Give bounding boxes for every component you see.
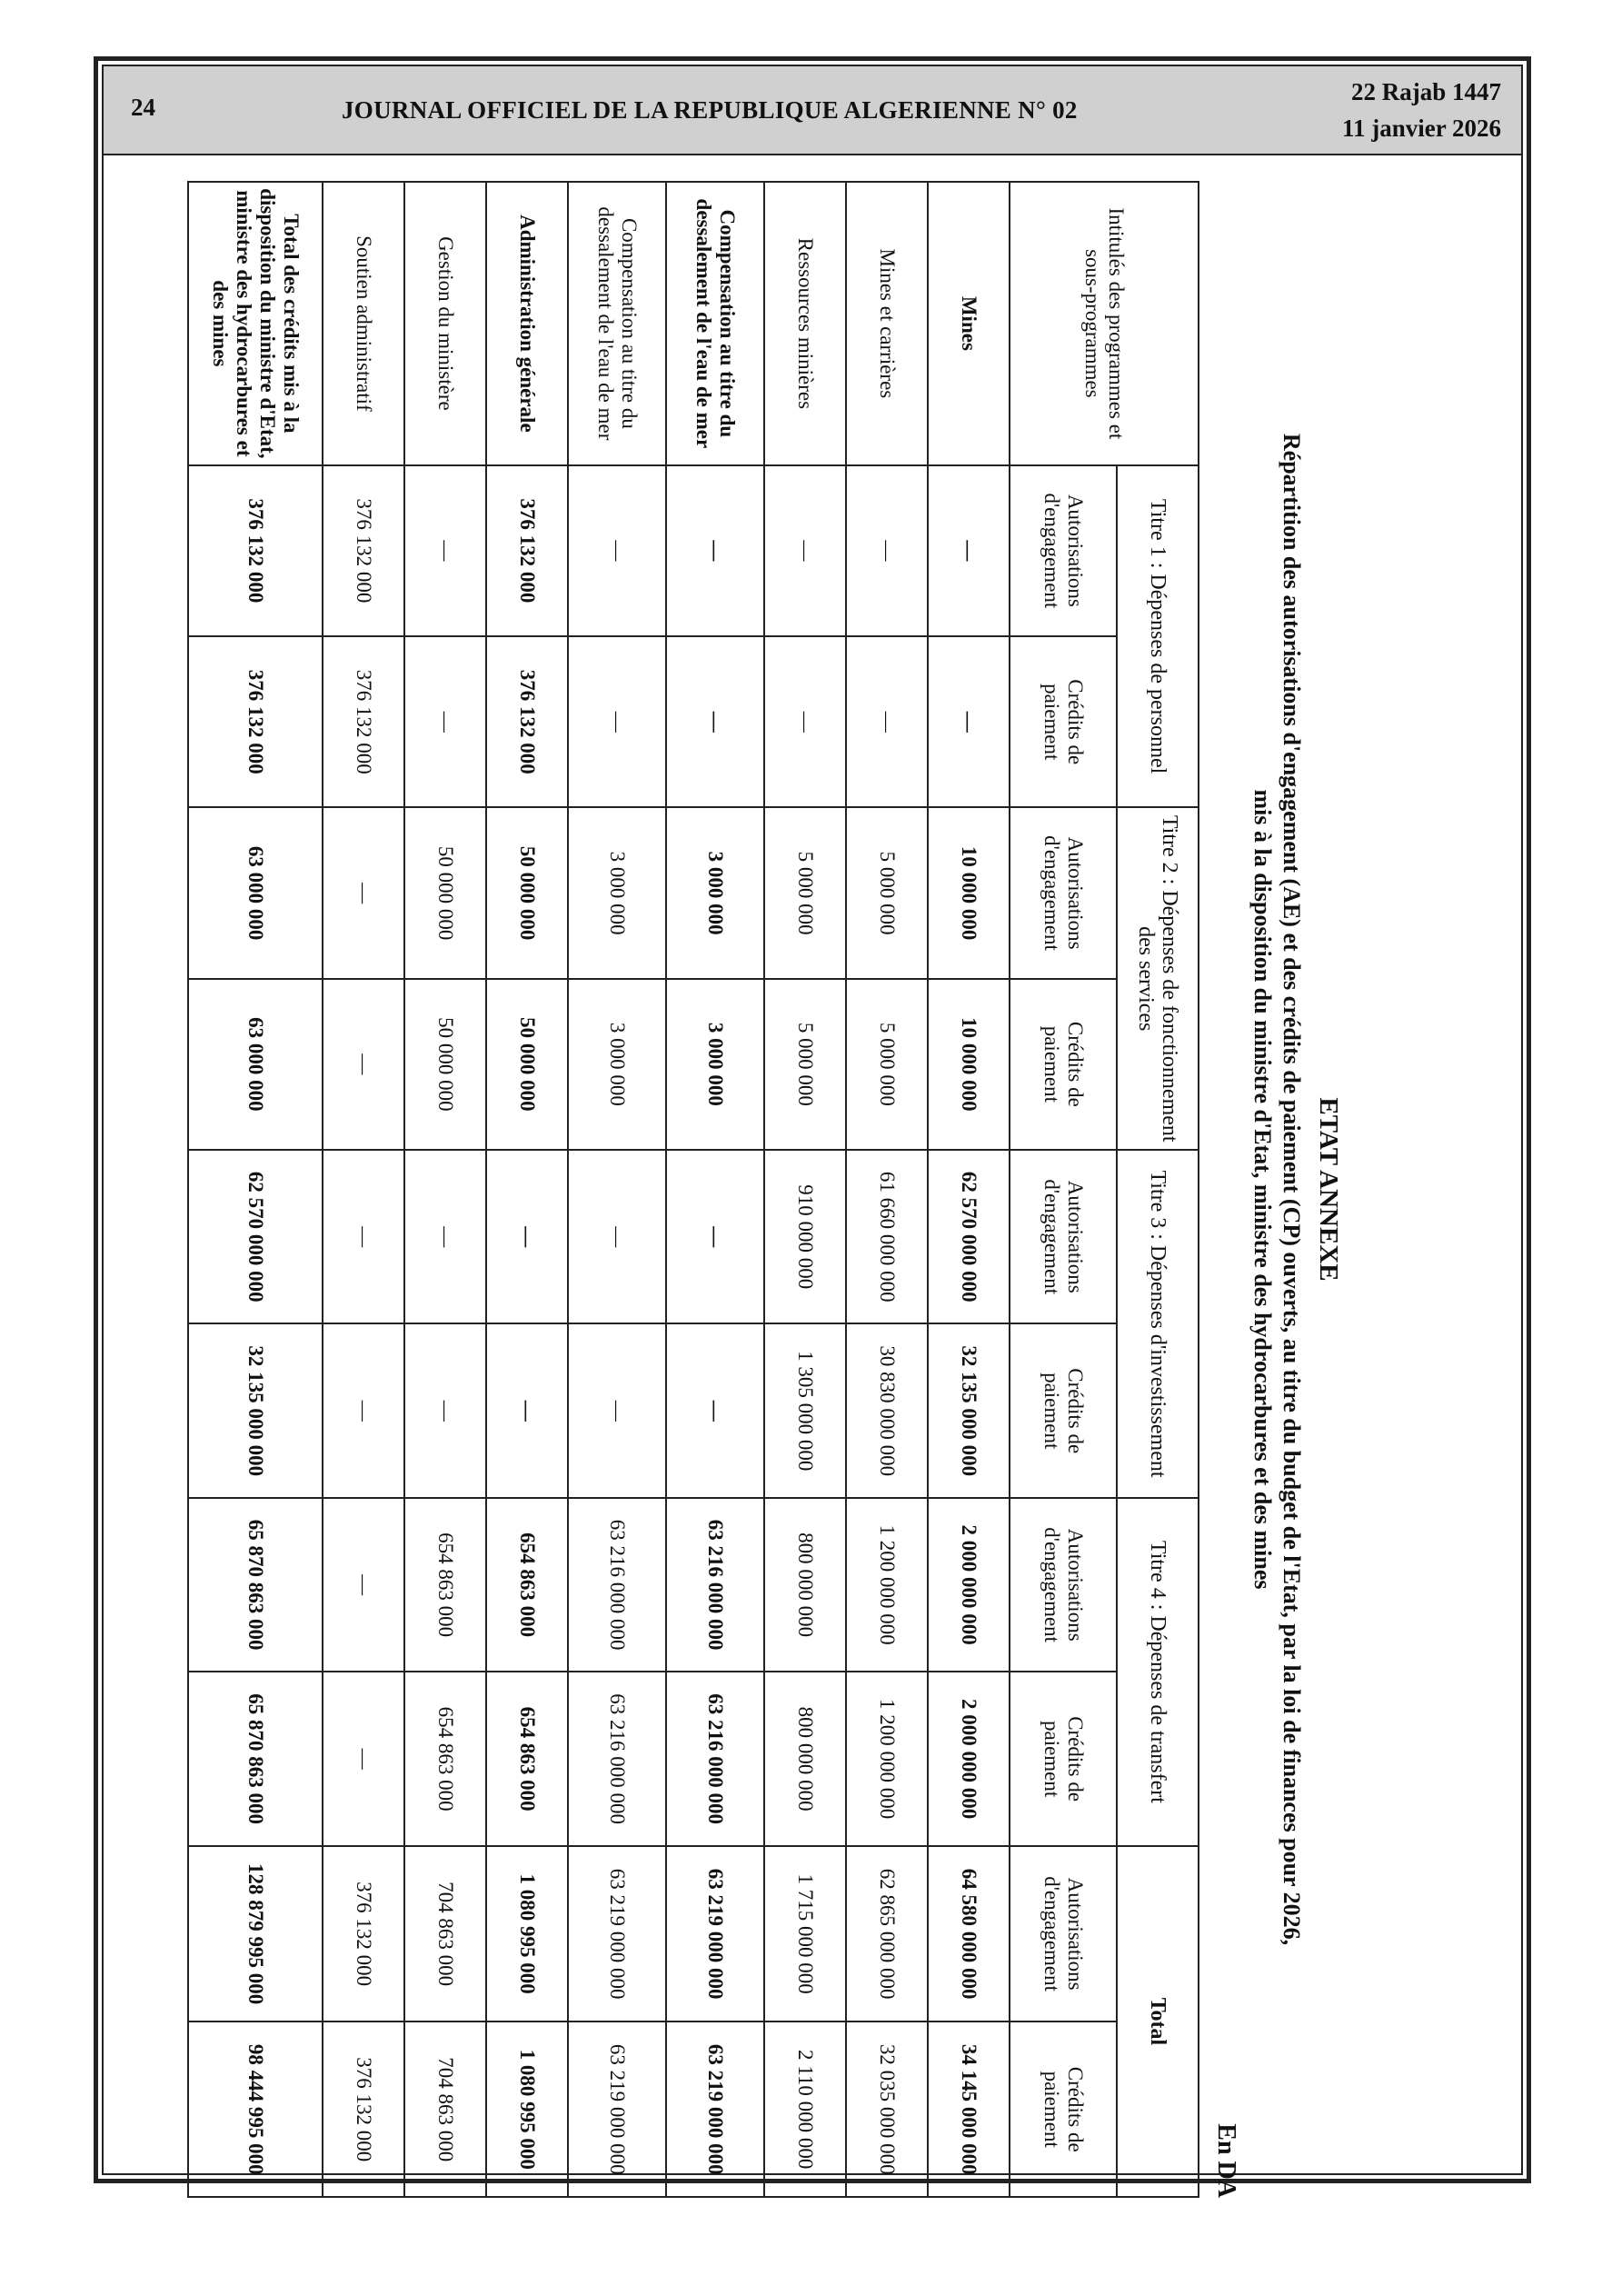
cell-value: — bbox=[666, 1150, 764, 1323]
cell-value: 376 132 000 bbox=[323, 1846, 404, 2022]
annex-subtitle-line2: mis à la disposition du ministre d'Etat, ministre des hydrocarbures et des mines bbox=[1249, 789, 1276, 1590]
cell-value: 10 000 000 bbox=[928, 979, 1010, 1150]
cell-value: 63 000 000 bbox=[188, 979, 323, 1150]
group-header-titre-1: Titre 1 : Dépenses de personnel bbox=[1117, 465, 1199, 808]
cell-value: 10 000 000 bbox=[928, 807, 1010, 978]
row-label: Compensation au titre du dessalement de l'eau de mer bbox=[666, 182, 764, 465]
cell-value: 63 000 000 bbox=[188, 807, 323, 978]
cell-value: — bbox=[323, 1498, 404, 1672]
budget-table bbox=[187, 181, 1199, 2198]
cell-value: 654 863 000 bbox=[404, 1498, 486, 1672]
page-number: 24 bbox=[131, 94, 155, 121]
cell-value: 50 000 000 bbox=[404, 979, 486, 1150]
cell-value: 376 132 000 bbox=[323, 636, 404, 807]
date-gregorian: 11 janvier 2026 bbox=[1342, 115, 1501, 142]
header-row-groups bbox=[1117, 182, 1199, 2197]
subheader-ae: Autorisations d'engagement bbox=[1010, 465, 1117, 636]
cell-value: 5 000 000 bbox=[764, 807, 846, 978]
cell-value: 62 570 000 000 bbox=[928, 1150, 1010, 1323]
group-header-titre-2: Titre 2 : Dépenses de fonctionnement des services bbox=[1117, 807, 1199, 1150]
cell-value: 50 000 000 bbox=[404, 807, 486, 978]
subheader-ae: Autorisations d'engagement bbox=[1010, 1846, 1117, 2022]
subheader-ae: Autorisations d'engagement bbox=[1010, 1498, 1117, 1672]
table-row bbox=[666, 182, 764, 2197]
cell-value: 63 219 000 000 bbox=[666, 2021, 764, 2197]
cell-value: 3 000 000 bbox=[568, 807, 666, 978]
table-row bbox=[323, 182, 404, 2197]
cell-value: 50 000 000 bbox=[486, 979, 568, 1150]
cell-value: — bbox=[846, 636, 928, 807]
cell-value: 1 200 000 000 bbox=[846, 1498, 928, 1672]
cell-value: 98 444 995 000 bbox=[188, 2021, 323, 2197]
cell-value: 32 135 000 000 bbox=[188, 1323, 323, 1497]
table-row bbox=[486, 182, 568, 2197]
cell-value: 1 080 995 000 bbox=[486, 2021, 568, 2197]
annex-title: ETAT ANNEXE bbox=[1314, 1097, 1343, 1282]
row-label: Ressources minières bbox=[764, 182, 846, 465]
cell-value: 63 216 000 000 bbox=[666, 1498, 764, 1672]
cell-value: 376 132 000 bbox=[486, 465, 568, 636]
header-row-subheaders bbox=[1010, 182, 1117, 2197]
cell-value: 5 000 000 bbox=[764, 979, 846, 1150]
journal-header bbox=[104, 66, 1521, 155]
cell-value: — bbox=[323, 1323, 404, 1497]
table-row bbox=[846, 182, 928, 2197]
cell-value: 704 863 000 bbox=[404, 1846, 486, 2022]
journal-title: JOURNAL OFFICIEL DE LA REPUBLIQUE ALGERIENNE N° 02 bbox=[342, 96, 1078, 124]
cell-value: 5 000 000 bbox=[846, 807, 928, 978]
cell-value: 65 870 863 000 bbox=[188, 1672, 323, 1845]
rotated-annex bbox=[209, 181, 1345, 2198]
issue-date bbox=[1342, 74, 1501, 146]
cell-value: 32 035 000 000 bbox=[846, 2021, 928, 2197]
cell-value: 800 000 000 bbox=[764, 1672, 846, 1845]
subheader-cp: Crédits de paiement bbox=[1010, 1323, 1117, 1497]
cell-value: 376 132 000 bbox=[323, 465, 404, 636]
cell-value: 1 305 000 000 bbox=[764, 1323, 846, 1497]
row-label: Gestion du ministère bbox=[404, 182, 486, 465]
subheader-cp: Crédits de paiement bbox=[1010, 979, 1117, 1150]
currency-unit: En DA bbox=[1212, 2123, 1240, 2198]
subheader-ae: Autorisations d'engagement bbox=[1010, 1150, 1117, 1323]
annex-subtitle-line1: Répartition des autorisations d'engagement (AE) et des crédits de paiement (CP) ouverts, au titre du budget de l'Etat, par la loi de finances pour 2026, bbox=[1279, 433, 1305, 1946]
cell-value: 62 570 000 000 bbox=[188, 1150, 323, 1323]
cell-value: — bbox=[568, 465, 666, 636]
table-row bbox=[928, 182, 1010, 2197]
cell-value: 63 219 000 000 bbox=[666, 1846, 764, 2022]
cell-value: 2 000 000 000 bbox=[928, 1672, 1010, 1845]
cell-value: — bbox=[486, 1150, 568, 1323]
cell-value: — bbox=[928, 465, 1010, 636]
cell-value: 2 110 000 000 bbox=[764, 2021, 846, 2197]
table-row bbox=[568, 182, 666, 2197]
cell-value: — bbox=[764, 465, 846, 636]
cell-value: 376 132 000 bbox=[188, 465, 323, 636]
table-row bbox=[404, 182, 486, 2197]
cell-value: 62 865 000 000 bbox=[846, 1846, 928, 2022]
cell-value: 654 863 000 bbox=[486, 1672, 568, 1845]
subheader-cp: Crédits de paiement bbox=[1010, 2021, 1117, 2197]
cell-value: — bbox=[568, 1323, 666, 1497]
cell-value: 65 870 863 000 bbox=[188, 1498, 323, 1672]
row-label: Mines et carrières bbox=[846, 182, 928, 465]
cell-value: — bbox=[323, 1150, 404, 1323]
cell-value: 63 216 000 000 bbox=[568, 1672, 666, 1845]
cell-value: — bbox=[404, 636, 486, 807]
cell-value: — bbox=[568, 636, 666, 807]
cell-value: 3 000 000 bbox=[568, 979, 666, 1150]
group-header-total: Total bbox=[1117, 1846, 1199, 2197]
cell-value: 63 219 000 000 bbox=[568, 2021, 666, 2197]
cell-value: 32 135 000 000 bbox=[928, 1323, 1010, 1497]
cell-value: 704 863 000 bbox=[404, 2021, 486, 2197]
row-label: Soutien administratif bbox=[323, 182, 404, 465]
cell-value: — bbox=[666, 636, 764, 807]
cell-value: 50 000 000 bbox=[486, 807, 568, 978]
table-row bbox=[764, 182, 846, 2197]
cell-value: 1 715 000 000 bbox=[764, 1846, 846, 2022]
cell-value: 63 216 000 000 bbox=[666, 1672, 764, 1845]
cell-value: 2 000 000 000 bbox=[928, 1498, 1010, 1672]
row-label: Mines bbox=[928, 182, 1010, 465]
cell-value: 654 863 000 bbox=[486, 1498, 568, 1672]
cell-value: 30 830 000 000 bbox=[846, 1323, 928, 1497]
table-row-total bbox=[188, 182, 323, 2197]
cell-value: 654 863 000 bbox=[404, 1672, 486, 1845]
cell-value: — bbox=[846, 465, 928, 636]
cell-value: — bbox=[666, 465, 764, 636]
cell-value: — bbox=[404, 1323, 486, 1497]
row-label: Compensation au titre du dessalement de l'eau de mer bbox=[568, 182, 666, 465]
cell-value: 128 879 995 000 bbox=[188, 1846, 323, 2022]
cell-value: 61 660 000 000 bbox=[846, 1150, 928, 1323]
cell-value: 34 145 000 000 bbox=[928, 2021, 1010, 2197]
subheader-ae: Autorisations d'engagement bbox=[1010, 807, 1117, 978]
cell-value: — bbox=[666, 1323, 764, 1497]
cell-value: 800 000 000 bbox=[764, 1498, 846, 1672]
subheader-cp: Crédits de paiement bbox=[1010, 1672, 1117, 1845]
cell-value: — bbox=[323, 807, 404, 978]
group-header-titre-3: Titre 3 : Dépenses d'investissement bbox=[1117, 1150, 1199, 1498]
cell-value: 3 000 000 bbox=[666, 979, 764, 1150]
cell-value: — bbox=[323, 979, 404, 1150]
cell-value: — bbox=[404, 1150, 486, 1323]
cell-value: 5 000 000 bbox=[846, 979, 928, 1150]
cell-value: — bbox=[486, 1323, 568, 1497]
cell-value: — bbox=[404, 465, 486, 636]
cell-value: — bbox=[568, 1150, 666, 1323]
group-header-titre-4: Titre 4 : Dépenses de transfert bbox=[1117, 1498, 1199, 1846]
cell-value: 63 219 000 000 bbox=[568, 1846, 666, 2022]
label-column-header: Intitulés des programmes et sous-programmes bbox=[1010, 182, 1199, 465]
cell-value: 376 132 000 bbox=[188, 636, 323, 807]
cell-value: 3 000 000 bbox=[666, 807, 764, 978]
cell-value: 1 080 995 000 bbox=[486, 1846, 568, 2022]
subheader-cp: Crédits de paiement bbox=[1010, 636, 1117, 807]
cell-value: 64 580 000 000 bbox=[928, 1846, 1010, 2022]
cell-value: 376 132 000 bbox=[486, 636, 568, 807]
cell-value: 1 200 000 000 bbox=[846, 1672, 928, 1845]
cell-value: 910 000 000 bbox=[764, 1150, 846, 1323]
row-label: Total des crédits mis à la disposition du ministre d'Etat, ministre des hydrocarbures et des mines bbox=[188, 182, 323, 465]
date-hijri: 22 Rajab 1447 bbox=[1350, 78, 1501, 105]
cell-value: — bbox=[764, 636, 846, 807]
cell-value: 376 132 000 bbox=[323, 2021, 404, 2197]
cell-value: 63 216 000 000 bbox=[568, 1498, 666, 1672]
row-label: Administration générale bbox=[486, 182, 568, 465]
cell-value: — bbox=[323, 1672, 404, 1845]
cell-value: — bbox=[928, 636, 1010, 807]
